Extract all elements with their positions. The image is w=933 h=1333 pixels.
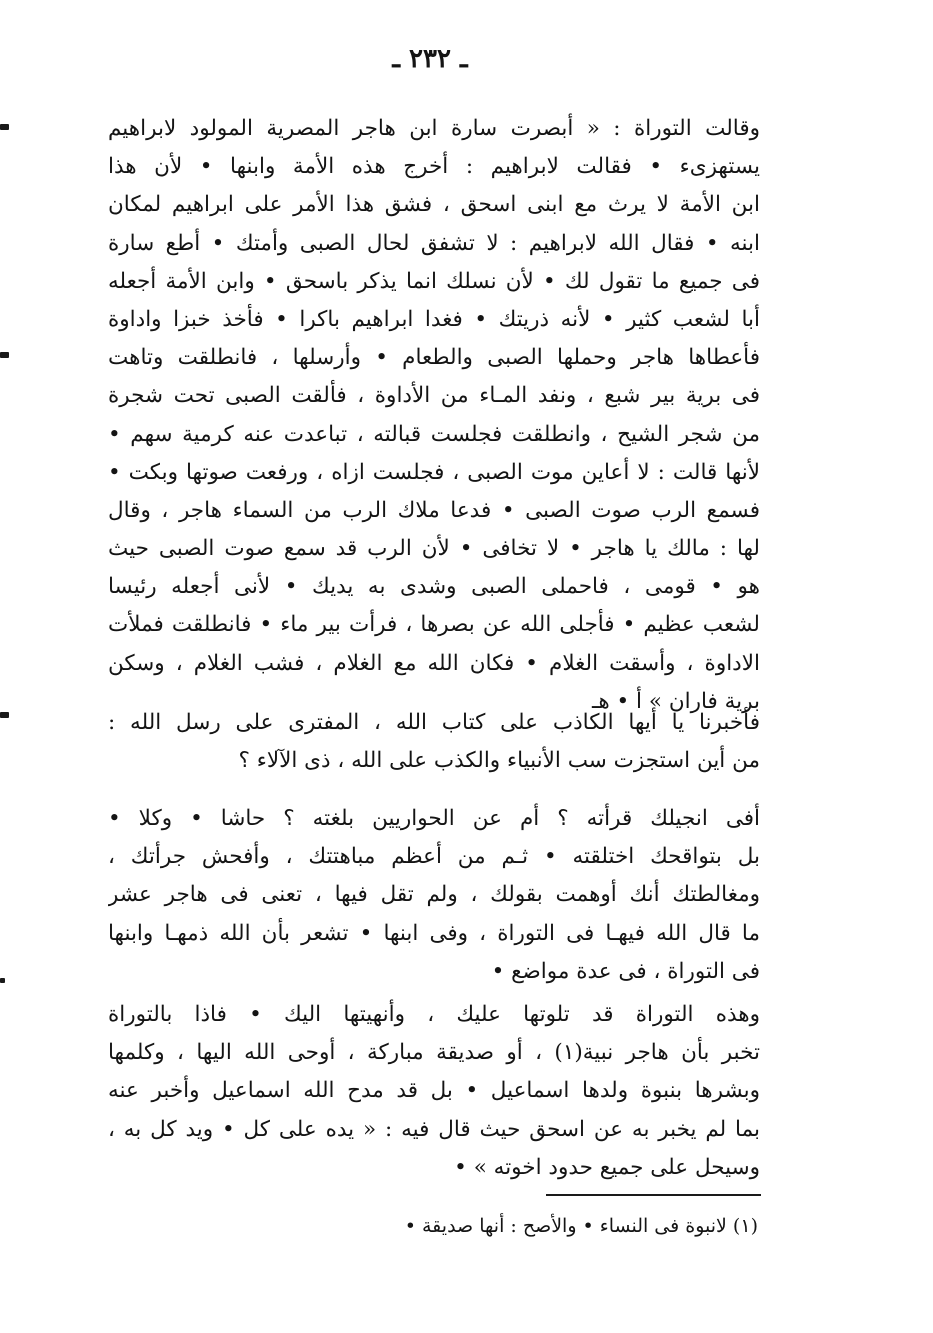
text-line: لها : مالك يا هاجر • لا تخافى • لأن الرب قد سمع صوت الصبى حيث bbox=[108, 536, 760, 562]
paragraph-question bbox=[108, 704, 760, 780]
scan-edge-mark bbox=[0, 978, 5, 983]
text-line: لأنها قالت : لا أعاين موت الصبى ، فجلست ازاه ، ورفعت صوتها وبكت • bbox=[108, 459, 760, 485]
text-line: من أين استجزت سب الأنبياء والكذب على الله ، ذى الآلاء ؟ bbox=[238, 748, 760, 774]
text-line: بما لم يخبر به عن اسحق حيث قال فيه : « يده على كل • ويد كل به ، bbox=[108, 1116, 760, 1142]
text-line: أفى انجيلك قرأته ؟ أم عن الحواريين بلغته ؟ حاشا • وكلا • bbox=[108, 806, 760, 831]
text-line: ما قال الله فيهـا فى التوراة ، وفى ابنها • تشعر بأن الله ذمهـا وابنها bbox=[108, 920, 760, 946]
paragraph-torah-quote bbox=[108, 110, 760, 721]
text-line: لشعب عظيم • فأجلى الله عن بصرها ، فرأت بير ماء • فانطلقت فملأت bbox=[108, 612, 760, 638]
text-line: من شجر الشيح ، وانطلقت فجلست قبالته ، تباعدت عنه كرمية سهم • bbox=[108, 421, 760, 447]
text-line: ومغالطتك أنك أوهمت بقولك ، ولم تقل فيها ، تعنى فى هاجر عشر bbox=[108, 882, 760, 908]
text-line: فى برية بير شبع ، ونفد المـاء من الأداوة ، فألقت الصبى تحت شجرة bbox=[108, 383, 760, 409]
text-line: فى جميع ما تقول لك • لأن نسلك انما يذكر باسحق • وابن الأمة أجعله bbox=[108, 268, 760, 294]
text-line: ابنه • فقال الله لابراهيم : لا تشفق لحال الصبى وأمتك • أطع سارة bbox=[108, 230, 760, 256]
text-line: فى التوراة ، فى عدة مواضع • bbox=[491, 958, 760, 984]
text-line: بل بتواقحك اختلقته • ثـم من أعظم مباهتتك ، وأفحش جرأتك ، bbox=[108, 844, 760, 870]
text-line: تخبر بأن هاجر نبية(١) ، أو صديقة مباركة ، أوحى الله اليها ، وكلمها bbox=[108, 1040, 760, 1066]
text-line: وقالت التوراة : « أبصرت سارة ابن هاجر المصرية المولود لابراهيم bbox=[108, 116, 760, 141]
text-line: فأعطاها هاجر وحملها الصبى والطعام • وأرسلها ، فانطلقت وتاهت bbox=[108, 345, 760, 371]
page-number: ـ ٢٣٢ ـ bbox=[392, 44, 468, 74]
text-line: فأخبرنا يا أيها الكاذب على كتاب الله ، المفترى على رسل الله : bbox=[108, 710, 760, 735]
footnote: (١) لانبوة فى النساء • والأصح : أنها صديقة • bbox=[404, 1215, 758, 1237]
text-line: وسيحل على جميع حدود اخوته » • bbox=[454, 1154, 760, 1180]
text-line: ابن الأمة لا يرث مع ابنى اسحق ، فشق هذا الأمر على ابراهيم لمكان bbox=[108, 192, 760, 218]
text-line: وبشرها بنبوة ولدها اسماعيل • بل قد مدح الله اسماعيل وأخبر عنه bbox=[108, 1078, 760, 1104]
text-line: أبا لشعب كثير • لأنه ذريتك • فغدا ابراهيم باكرا • فأخذ خبزا واداوة bbox=[108, 306, 760, 332]
text-line: يستهزىء • فقالت لابراهيم : أخرج هذه الأمة وابنها • لأن هذا bbox=[108, 154, 760, 180]
scan-edge-mark bbox=[0, 352, 9, 358]
paragraph-rebuttal bbox=[108, 800, 760, 991]
text-line: الاداوة ، وأسقت الغلام • فكان الله مع الغلام ، فشب الغلام ، وسكن bbox=[108, 650, 760, 676]
text-line: وهذه التوراة قد تلوتها عليك ، وأنهيتها اليك • فاذا بالتوراة bbox=[108, 1002, 760, 1027]
text-line: برية فاران » أ • هـ bbox=[592, 688, 760, 714]
paragraph-conclusion bbox=[108, 996, 760, 1187]
scan-edge-mark bbox=[0, 712, 9, 718]
footnote-divider bbox=[546, 1194, 761, 1196]
text-line: هو • قومى ، فاحملى الصبى وشدى به يديك • لأنى أجعله رئيسا bbox=[108, 574, 760, 600]
scan-edge-mark bbox=[0, 124, 9, 130]
text-line: فسمع الرب صوت الصبى • فدعا ملاك الرب من السماء هاجر ، وقال bbox=[108, 497, 760, 523]
